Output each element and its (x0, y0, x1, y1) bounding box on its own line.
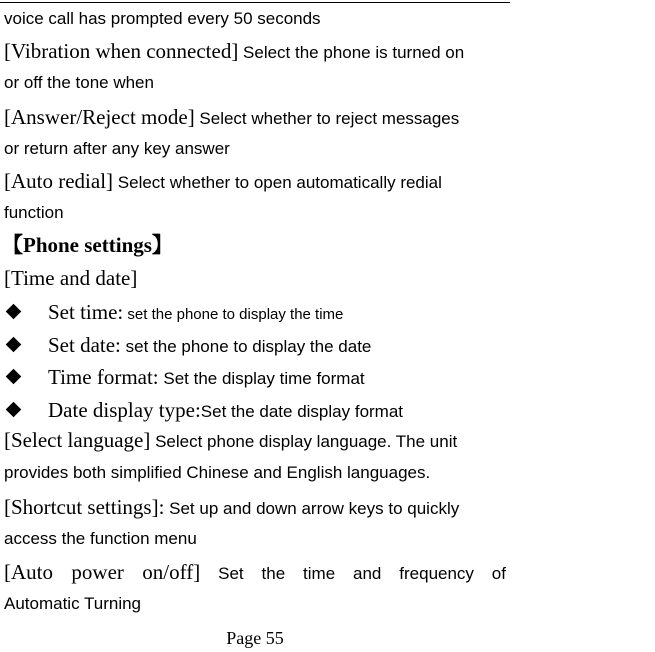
diamond-bullet-icon (6, 304, 22, 320)
answer-line-2 (4, 133, 506, 165)
bullet-set-date-desc: set the phone to display the date (120, 337, 372, 356)
bullet-time-format (4, 361, 506, 393)
vibration-text-b: or off the tone when (4, 73, 154, 92)
language-line-1 (4, 424, 506, 458)
bullet-set-time-label: Set time: (48, 300, 124, 324)
bullet-set-date-text (48, 329, 371, 363)
language-label: [Select language] (4, 428, 151, 452)
auto-power-text-b: Automatic Turning (4, 594, 142, 613)
language-text-a: Select phone display language. The unit (150, 432, 458, 451)
vibration-line-2 (4, 67, 506, 99)
auto-redial-label: [Auto redial] (4, 169, 114, 193)
answer-text-b: or return after any key answer (4, 139, 230, 158)
bullet-set-time (4, 296, 506, 328)
auto-redial-line-1 (4, 165, 506, 199)
diamond-bullet-icon (6, 402, 22, 418)
time-date-label: [Time and date] (4, 266, 138, 290)
vibration-line-1 (4, 35, 506, 69)
bullet-set-date-label: Set date: (48, 333, 121, 357)
auto-power-line-1 (4, 556, 506, 590)
language-line-2 (4, 457, 506, 489)
diamond-bullet-icon (6, 337, 22, 353)
bullet-date-display-desc: Set the date display format (200, 402, 404, 421)
bullet-date-display-label: Date display type: (48, 398, 201, 422)
bullet-time-format-label: Time format: (48, 365, 159, 389)
shortcut-text-b: access the function menu (4, 529, 197, 548)
answer-text-a: Select whether to reject messages (194, 109, 460, 128)
answer-line-1 (4, 101, 506, 135)
phone-settings-title: 【Phone settings】 (2, 233, 173, 257)
auto-redial-text-a: Select whether to open automatically redial (113, 173, 442, 192)
shortcut-label: [Shortcut settings]: (4, 495, 165, 519)
bullet-time-format-text (48, 361, 365, 395)
bullet-set-time-text (48, 296, 343, 331)
line-voice-call (4, 3, 506, 35)
bullet-time-format-desc: Set the display time format (158, 369, 365, 388)
auto-power-line-2 (4, 588, 506, 620)
bullet-date-display (4, 394, 506, 426)
auto-redial-line-2 (4, 197, 506, 229)
shortcut-line-2 (4, 523, 506, 555)
line-voice-call-text: voice call has prompted every 50 seconds (4, 9, 321, 28)
vibration-text-a: Select the phone is turned on (238, 43, 465, 62)
answer-label: [Answer/Reject mode] (4, 105, 195, 129)
phone-settings-heading (2, 229, 504, 263)
diamond-bullet-icon (6, 369, 22, 385)
time-date-heading (4, 262, 506, 296)
vibration-label: [Vibration when connected] (4, 39, 239, 63)
auto-power-label: [Auto power on/off] (4, 560, 201, 584)
page-number: Page 55 (226, 628, 284, 648)
bullet-set-time-desc: set the phone to display the time (123, 306, 344, 323)
shortcut-text-a: Set up and down arrow keys to quickly (164, 499, 460, 518)
auto-redial-text-b: function (4, 203, 64, 222)
language-text-b: provides both simplified Chinese and English languages. (4, 463, 431, 482)
bullet-date-display-text (48, 394, 403, 428)
bullet-set-date (4, 329, 506, 361)
auto-power-text-a: Set the time and frequency of (200, 564, 506, 583)
shortcut-line-1 (4, 491, 506, 525)
